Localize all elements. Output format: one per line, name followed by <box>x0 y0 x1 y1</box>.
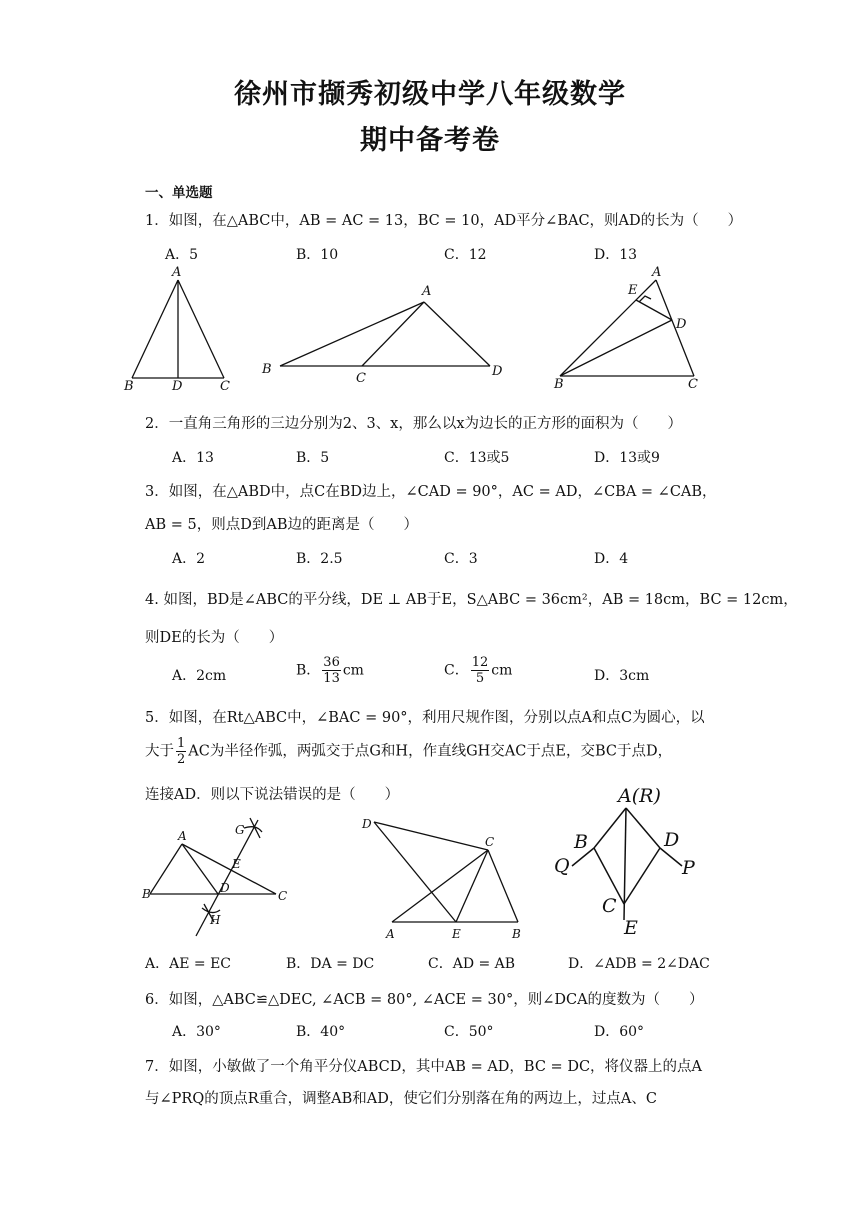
fig6-label: B <box>574 831 588 853</box>
q4-option-c-prefix: C． <box>444 662 469 679</box>
q1-option-c[interactable]: C．12 <box>444 247 487 263</box>
question-1-text: 1．如图，在△ABC中，AB = AC = 13，BC = 10，AD平分∠BAC，则AD的长为（ ） <box>145 213 743 229</box>
q1-option-d[interactable]: D．13 <box>594 247 638 263</box>
q4-option-b-unit: cm <box>342 662 364 679</box>
figure-bisector-triangle <box>548 262 718 392</box>
fig6-label: P <box>682 857 695 879</box>
q4-c-numerator: 12 <box>471 655 489 670</box>
q5-option-c[interactable]: C．AD = AB <box>428 956 516 972</box>
question-3-text-line-2: AB = 5，则点D到AB边的距离是（ ） <box>145 517 418 533</box>
fig4-label: H <box>210 913 221 927</box>
q2-option-d[interactable]: D．13或9 <box>594 450 660 466</box>
q6-option-a[interactable]: A．30° <box>172 1024 221 1040</box>
q6-option-c[interactable]: C．50° <box>444 1024 494 1040</box>
figure-angle-bisector-tool <box>552 780 712 940</box>
q5-text-suffix: AC为半径作弧，两弧交于点G和H，作直线GH交AC于点E，交BC于点D， <box>188 743 673 760</box>
fig2-label: A <box>422 284 432 299</box>
q5-half-fraction <box>176 736 186 767</box>
fig2-label: C <box>356 371 366 386</box>
fig6-label: Q <box>554 855 570 877</box>
q5-option-a[interactable]: A．AE = EC <box>145 956 232 972</box>
fig6-label: E <box>624 917 638 939</box>
fig5-label: C <box>485 835 495 849</box>
question-5-text-line-1: 5．如图，在Rt△ABC中，∠BAC = 90°，利用尺规作图，分别以点A和点C为圆心，以 <box>145 710 705 726</box>
q2-option-c[interactable]: C．13或5 <box>444 450 510 466</box>
fig4-label: B <box>142 887 151 901</box>
q3-option-a[interactable]: A．2 <box>172 551 206 567</box>
q4-c-denominator: 5 <box>475 671 485 686</box>
q5-half-numerator: 1 <box>177 736 186 751</box>
fig5-label: B <box>512 927 521 941</box>
q4-option-b[interactable] <box>296 655 364 686</box>
figure-triangle-abd <box>258 280 518 388</box>
q4-option-d[interactable]: D．3cm <box>594 668 650 684</box>
fig4-label: G <box>235 823 245 837</box>
q6-option-d[interactable]: D．60° <box>594 1024 645 1040</box>
q6-option-b[interactable]: B．40° <box>296 1024 346 1040</box>
figure-isosceles-triangle <box>118 262 242 394</box>
q4-option-a[interactable]: A．2cm <box>172 668 227 684</box>
fig6-label: C <box>602 895 617 917</box>
q4-option-b-fraction <box>322 655 341 686</box>
title-line-2: 期中备考卷 <box>360 125 500 156</box>
fig3-label: B <box>554 377 564 392</box>
fig6-label: D <box>664 829 680 851</box>
q4-b-denominator: 13 <box>323 671 340 686</box>
question-2-text: 2．一直角三角形的三边分别为2、3、x，那么以x为边长的正方形的面积为（ ） <box>145 416 683 432</box>
question-7-text-line-2: 与∠PRQ的顶点R重合，调整AB和AD，使它们分别落在角的两边上，过点A、C <box>145 1091 657 1107</box>
fig3-label: D <box>676 317 687 332</box>
fig1-label: D <box>172 379 183 394</box>
figure-compass-construction <box>140 812 300 942</box>
fig4-label: C <box>278 889 288 903</box>
q4-b-numerator: 36 <box>323 655 340 670</box>
q1-option-b[interactable]: B．10 <box>296 247 339 263</box>
question-5-text-line-3: 连接AD．则以下说法错误的是（ ） <box>145 787 400 803</box>
q1-option-a[interactable]: A．5 <box>165 247 199 263</box>
question-3-text-line-1: 3．如图，在△ABD中，点C在BD边上，∠CAD = 90°，AC = AD，∠CBA = ∠CAB， <box>145 484 717 500</box>
title-line-1: 徐州市撷秀初级中学八年级数学 <box>234 79 626 110</box>
q2-option-b[interactable]: B．5 <box>296 450 330 466</box>
fig3-label: A <box>652 265 662 280</box>
fig3-label: C <box>688 377 698 392</box>
q5-text-prefix: 大于 <box>145 743 174 760</box>
q3-option-c[interactable]: C．3 <box>444 551 478 567</box>
question-4-text-line-1: 4. 如图，BD是∠ABC的平分线，DE ⊥ AB于E，S△ABC = 36cm²，AB = 18cm，BC = 12cm， <box>145 592 798 608</box>
fig1-label: A <box>172 265 182 280</box>
q2-option-a[interactable]: A．13 <box>172 450 214 466</box>
fig2-label: D <box>492 364 503 379</box>
question-5-text-line-2 <box>145 736 672 767</box>
fig5-label: E <box>452 927 461 941</box>
question-4-text-line-2: 则DE的长为（ ） <box>145 630 284 646</box>
q5-option-d[interactable]: D．∠ADB = 2∠DAC <box>568 956 710 972</box>
fig4-label: E <box>232 857 241 871</box>
question-7-text-line-1: 7．如图，小敏做了一个角平分仪ABCD，其中AB = AD，BC = DC，将仪器上的点A <box>145 1059 703 1075</box>
q4-option-c-fraction <box>471 655 490 686</box>
q3-option-b[interactable]: B．2.5 <box>296 551 343 567</box>
section-heading: 一、单选题 <box>145 185 213 201</box>
q4-option-c-unit: cm <box>491 662 513 679</box>
fig1-label: B <box>124 379 134 394</box>
fig5-label: A <box>386 927 395 941</box>
fig2-label: B <box>262 362 272 377</box>
q4-option-b-prefix: B． <box>296 662 321 679</box>
q5-option-b[interactable]: B．DA = DC <box>286 956 375 972</box>
fig6-label: A(R) <box>618 785 661 807</box>
q4-option-c[interactable] <box>444 655 512 686</box>
question-6-text: 6．如图，△ABC≌△DEC, ∠ACB = 80°, ∠ACE = 30°，则∠DCA的度数为（ ） <box>145 992 704 1008</box>
fig1-label: C <box>220 379 230 394</box>
fig4-label: A <box>178 829 187 843</box>
figure-congruent-triangles <box>358 812 533 944</box>
fig3-label: E <box>628 283 638 298</box>
fig4-label: D <box>220 881 230 895</box>
fig5-label: D <box>362 817 372 831</box>
q3-option-d[interactable]: D．4 <box>594 551 629 567</box>
q5-half-denominator: 2 <box>177 752 186 767</box>
